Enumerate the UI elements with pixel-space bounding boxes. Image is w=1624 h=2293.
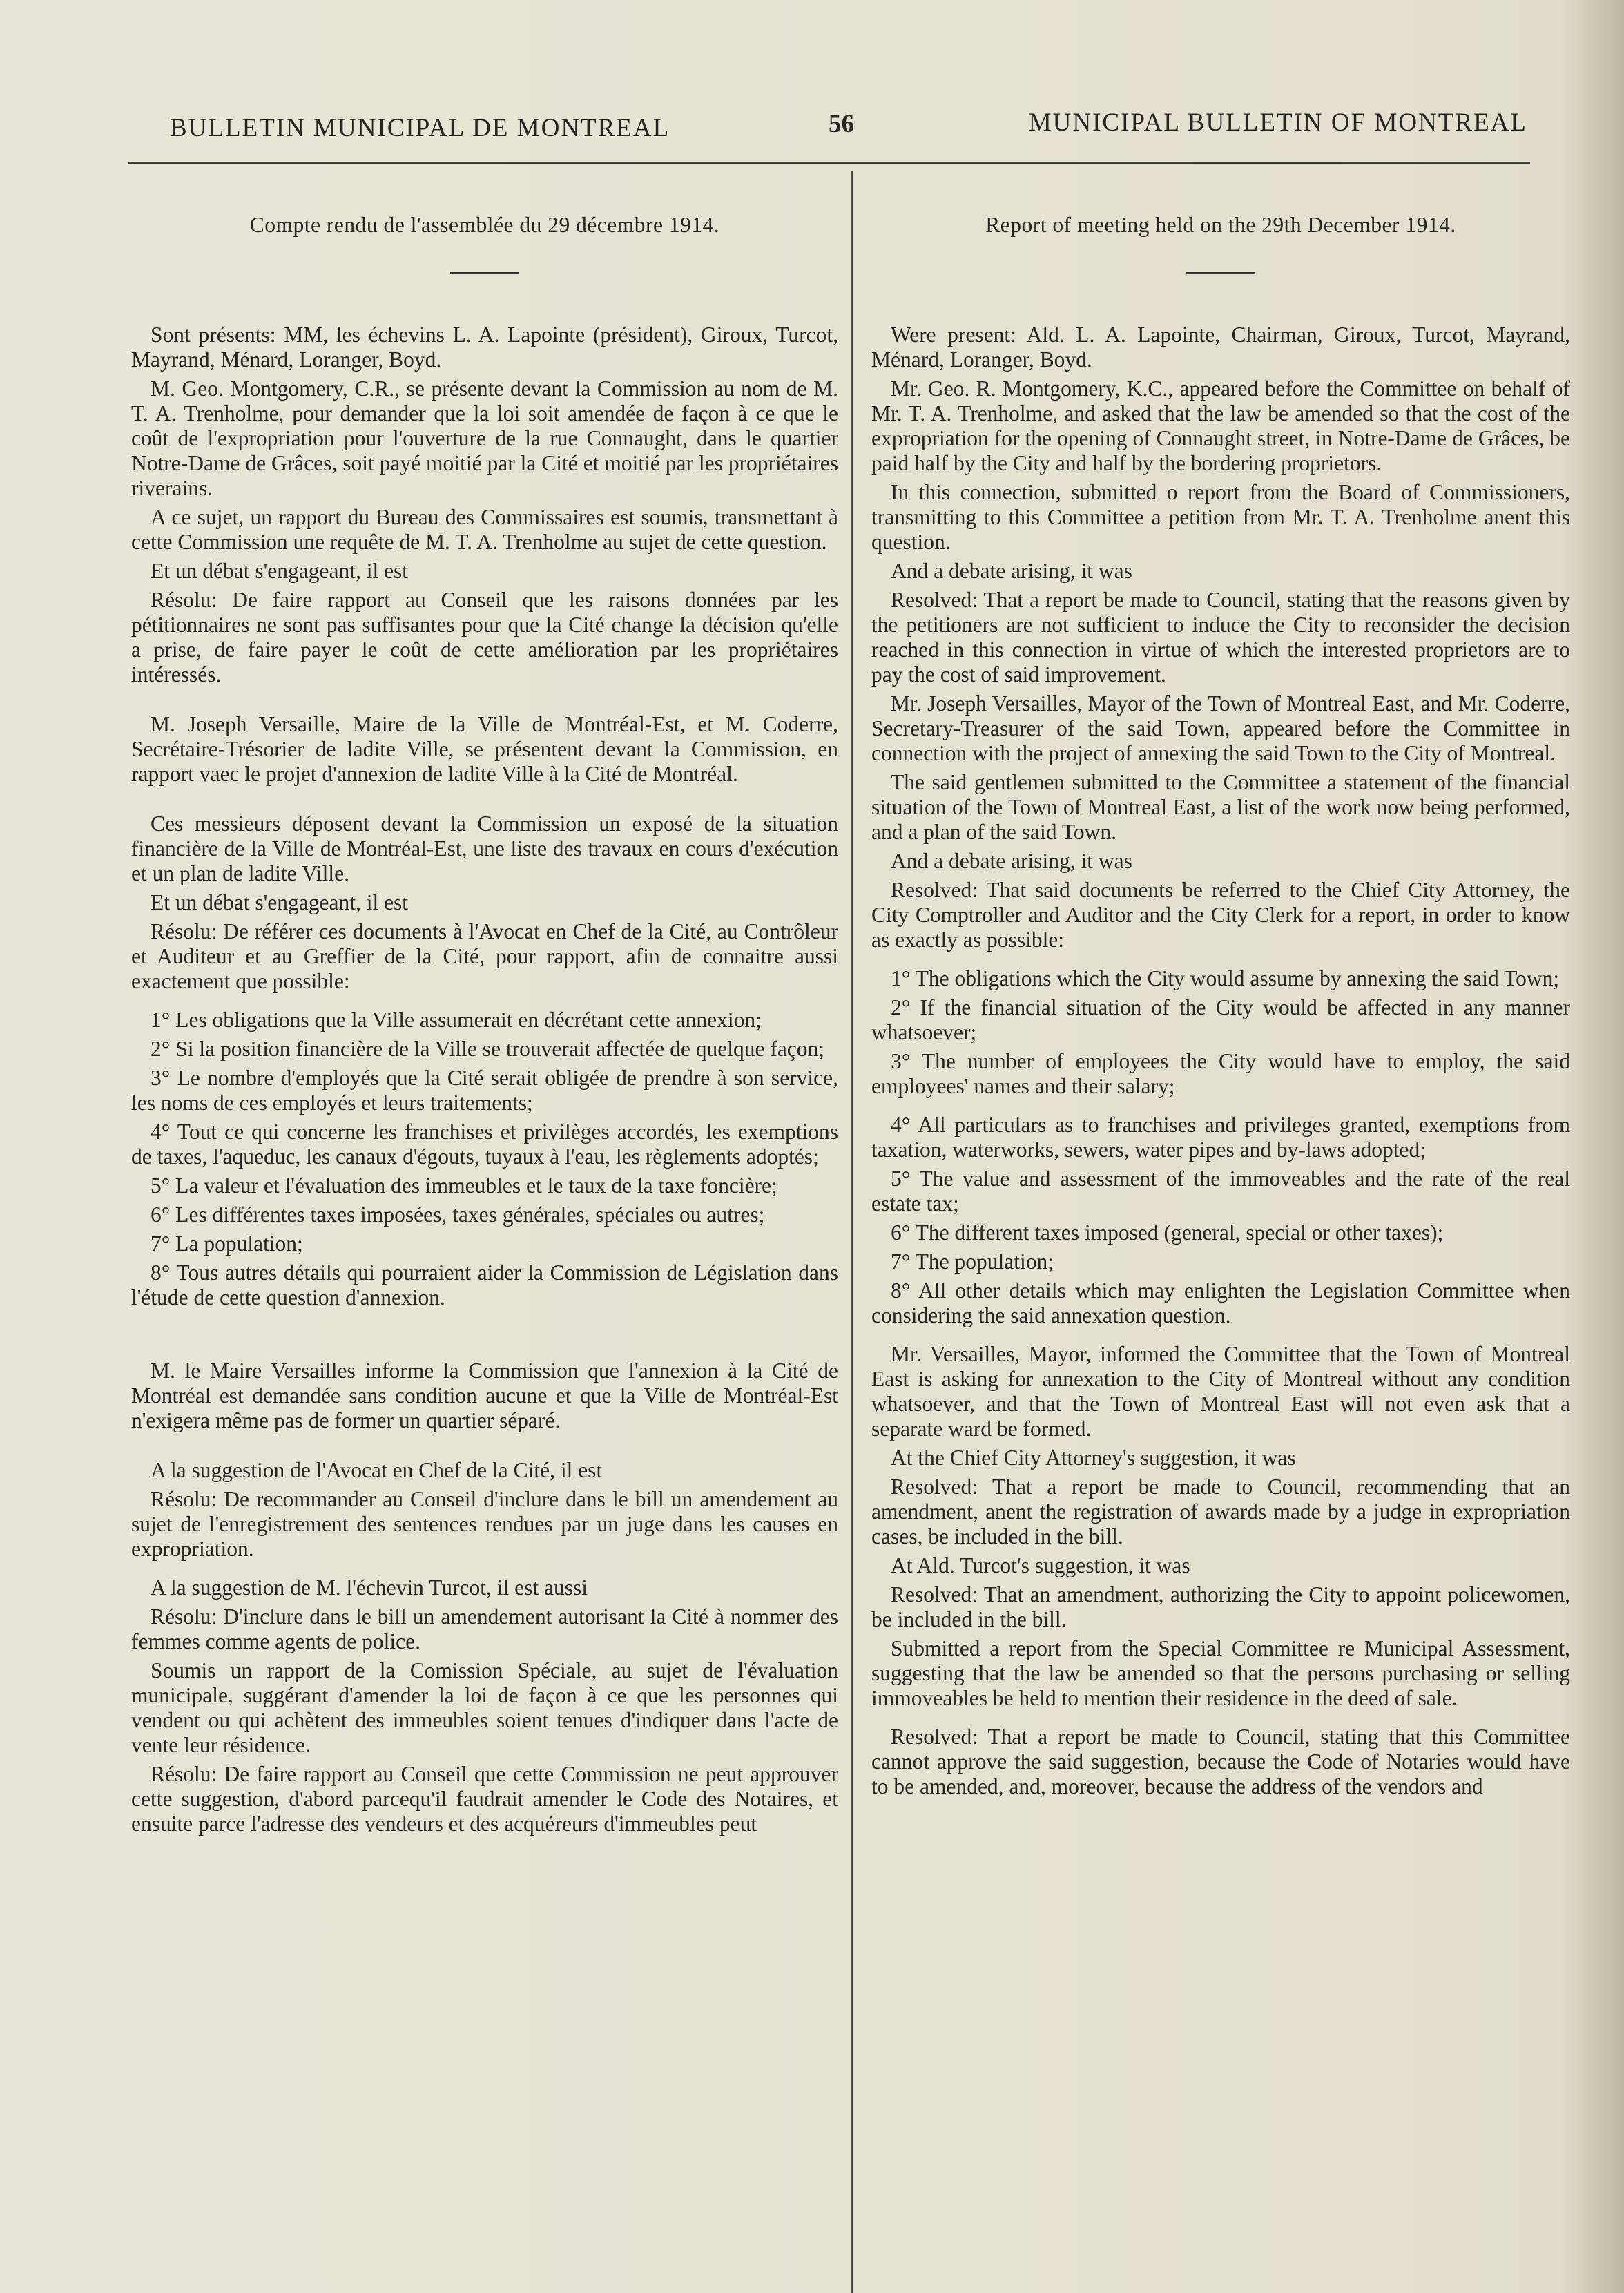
- list-item: 1° The obligations which the City would assume by annexing the said Town;: [891, 966, 1560, 990]
- list-item: 6° The different taxes imposed (general, special or other taxes);: [891, 1220, 1444, 1245]
- paragraph: M. Geo. Montgomery, C.R., se présente devant la Commission au nom de M. T. A. Trenholme, pour demander que la loi soit amendée de façon à ce que le coût de l'expropriation pour l'ouverture de la rue Connaught, dans le quartier Notre-Dame de Grâces, soit payé moitié par la Cité et moitié par les propriétaires riverains.: [131, 376, 838, 500]
- paragraph: Resolved: That a report be made to Council, recommending that an amendment, anent the registration of awards made by a judge in expropriation cases, be included in the bill.: [871, 1475, 1570, 1548]
- paragraph: A la suggestion de M. l'échevin Turcot, il est aussi: [151, 1575, 588, 1600]
- paragraph: Et un débat s'engageant, il est: [151, 559, 409, 583]
- english-column: [871, 207, 1570, 1803]
- list-item: 6° Les différentes taxes imposées, taxes générales, spéciales ou autres;: [151, 1202, 765, 1227]
- list-item: 2° Si la position financière de la Ville se trouverait affectée de quelque façon;: [151, 1037, 825, 1061]
- list-item: 1° Les obligations que la Ville assumerait en décrétant cette annexion;: [151, 1008, 762, 1032]
- paragraph: In this connection, submitted o report from the Board of Commissioners, transmitting to this Committee a petition from Mr. T. A. Trenholme anent this question.: [871, 480, 1570, 554]
- paragraph: Soumis un rapport de la Comission Spéciale, au sujet de l'évaluation municipale, suggérant d'amender la loi de façon à ce que les personnes qui vendent ou qui achètent des immeubles soient tenues d'indiquer dans l'acte de vente leur résidence.: [131, 1658, 838, 1757]
- paragraph: Were present: Ald. L. A. Lapointe, Chairman, Giroux, Turcot, Mayrand, Ménard, Loranger, Boyd.: [871, 323, 1570, 372]
- list-item: 5° The value and assessment of the immoveables and the rate of the real estate tax;: [871, 1167, 1570, 1216]
- list-item: 7° La population;: [151, 1231, 303, 1256]
- list-item: 4° Tout ce qui concerne les franchises et privilèges accordés, les exemptions de taxes, l'aqueduc, les canaux d'égouts, tuyaux à l'eau, les règlements adoptés;: [131, 1120, 838, 1169]
- paragraph: Résolu: De référer ces documents à l'Avocat en Chef de la Cité, au Contrôleur et Auditeur et au Greffier de la Cité, pour rapport, afin de connaitre aussi exactement que possible:: [131, 919, 838, 993]
- list-item: 8° Tous autres détails qui pourraient aider la Commission de Législation dans l'étude de cette question d'annexion.: [131, 1260, 838, 1309]
- paragraph: Résolu: D'inclure dans le bill un amendement autorisant la Cité à nommer des femmes comme agents de police.: [131, 1604, 838, 1653]
- paragraph: Resolved: That said documents be referred to the Chief City Attorney, the City Comptroller and Auditor and the City Clerk for a report, in order to know as exactly as possible:: [871, 878, 1570, 952]
- paragraph: M. le Maire Versailles informe la Commission que l'annexion à la Cité de Montréal est demandée sans condition aucune et que la Ville de Montréal-Est n'exigera même pas de former un quartier séparé.: [131, 1359, 838, 1432]
- paragraph: At Ald. Turcot's suggestion, it was: [891, 1553, 1190, 1577]
- column-divider: [851, 171, 853, 2293]
- title-separator: [1186, 272, 1255, 274]
- paragraph: At the Chief City Attorney's suggestion, it was: [891, 1446, 1296, 1470]
- paragraph: Sont présents: MM, les échevins L. A. Lapointe (président), Giroux, Turcot, Mayrand, Ménard, Loranger, Boyd.: [131, 323, 838, 372]
- list-item: 7° The population;: [891, 1249, 1054, 1274]
- page-number: 56: [829, 110, 854, 138]
- paragraph: Résolu: De faire rapport au Conseil que les raisons données par les pétitionnaires ne sont pas suffisantes pour que la Cité change la décision qu'elle a prise, de faire payer le coût de cette amélioration par les propriétaires intéressés.: [131, 588, 838, 687]
- paragraph: Et un débat s'engageant, il est: [151, 890, 409, 914]
- header-title-french: BULLETIN MUNICIPAL DE MONTREAL: [170, 114, 670, 142]
- header-title-english: MUNICIPAL BULLETIN OF MONTREAL: [1028, 108, 1527, 137]
- header-rule: [128, 162, 1530, 164]
- paragraph: A ce sujet, un rapport du Bureau des Commissaires est soumis, transmettant à cette Commission une requête de M. T. A. Trenholme au sujet de cette question.: [131, 505, 838, 554]
- paragraph: Resolved: That a report be made to Council, stating that the reasons given by the petitioners are not sufficient to induce the City to reconsider the decision reached in this connection in virtue of which the interested proprietors are to pay the cost of said improvement.: [871, 588, 1570, 687]
- paragraph: Résolu: De faire rapport au Conseil que cette Commission ne peut approuver cette suggestion, d'abord parcequ'il faudrait amender le Code des Notaires, et ensuite parce l'adresse des vendeurs et des acquéreurs d'immeubles peut: [131, 1762, 838, 1836]
- paragraph: Mr. Versailles, Mayor, informed the Committee that the Town of Montreal East is asking for annexation to the City of Montreal without any condition whatsoever, and that the Town of Montreal East will not even ask that a separate ward be formed.: [871, 1342, 1570, 1441]
- french-column: [131, 207, 838, 1841]
- list-item: 4° All particulars as to franchises and privileges granted, exemptions from taxation, waterworks, sewers, water pipes and by-laws adopted;: [871, 1113, 1570, 1162]
- paragraph: And a debate arising, it was: [891, 849, 1132, 873]
- paragraph: Résolu: De recommander au Conseil d'inclure dans le bill un amendement au sujet de l'enregistrement des sentences rendues par un juge dans les causes en expropriation.: [131, 1487, 838, 1561]
- title-separator: [450, 272, 519, 274]
- paragraph: Submitted a report from the Special Committee re Municipal Assessment, suggesting that the law be amended so that the persons purchasing or selling immoveables be held to mention their residence in the deed of sale.: [871, 1636, 1570, 1710]
- paragraph: Resolved: That a report be made to Council, stating that this Committee cannot approve the said suggestion, because the Code of Notaries would have to be amended, and, moreover, because the address of the vendors and: [871, 1725, 1570, 1798]
- list-item: 3° Le nombre d'employés que la Cité serait obligée de prendre à son service, les noms de ces employés et leurs traitements;: [131, 1066, 838, 1115]
- paragraph: Mr. Joseph Versailles, Mayor of the Town of Montreal East, and Mr. Coderre, Secretary-Treasurer of the said Town, appeared before the Committee in connection with the project of annexing the said Town to the City of Montreal.: [871, 691, 1570, 765]
- paragraph: Ces messieurs déposent devant la Commission un exposé de la situation financière de la Ville de Montréal-Est, une liste des travaux en cours d'exécution et un plan de ladite Ville.: [131, 812, 838, 885]
- paragraph: And a debate arising, it was: [891, 559, 1132, 583]
- paragraph: The said gentlemen submitted to the Committee a statement of the financial situation of the Town of Montreal East, a list of the work now being performed, and a plan of the said Town.: [871, 770, 1570, 844]
- list-item: 2° If the financial situation of the City would be affected in any manner whatsoever;: [871, 995, 1570, 1044]
- paragraph: Resolved: That an amendment, authorizing the City to appoint policewomen, be included in the bill.: [871, 1582, 1570, 1631]
- paragraph: A la suggestion de l'Avocat en Chef de la Cité, il est: [151, 1458, 603, 1482]
- list-item: 5° La valeur et l'évaluation des immeubles et le taux de la taxe foncière;: [151, 1173, 777, 1198]
- list-item: 3° The number of employees the City would have to employ, the said employees' names and their salary;: [871, 1049, 1570, 1098]
- page-header: [166, 104, 1527, 145]
- french-title: Compte rendu de l'assemblée du 29 décembre 1914.: [249, 213, 720, 237]
- paragraph: M. Joseph Versaille, Maire de la Ville de Montréal-Est, et M. Coderre, Secrétaire-Trésorier de ladite Ville, se présentent devant la Commission, en rapport vaec le projet d'annexion de ladite Ville à la Cité de Montréal.: [131, 712, 838, 786]
- english-title: Report of meeting held on the 29th December 1914.: [985, 213, 1456, 237]
- paragraph: Mr. Geo. R. Montgomery, K.C., appeared before the Committee on behalf of Mr. T. A. Trenholme, and asked that the law be amended so that the cost of the expropriation for the opening of Connaught street, in Notre-Dame de Grâces, be paid half by the City and half by the bordering proprietors.: [871, 376, 1570, 475]
- list-item: 8° All other details which may enlighten the Legislation Committee when considering the said annexation question.: [871, 1278, 1570, 1327]
